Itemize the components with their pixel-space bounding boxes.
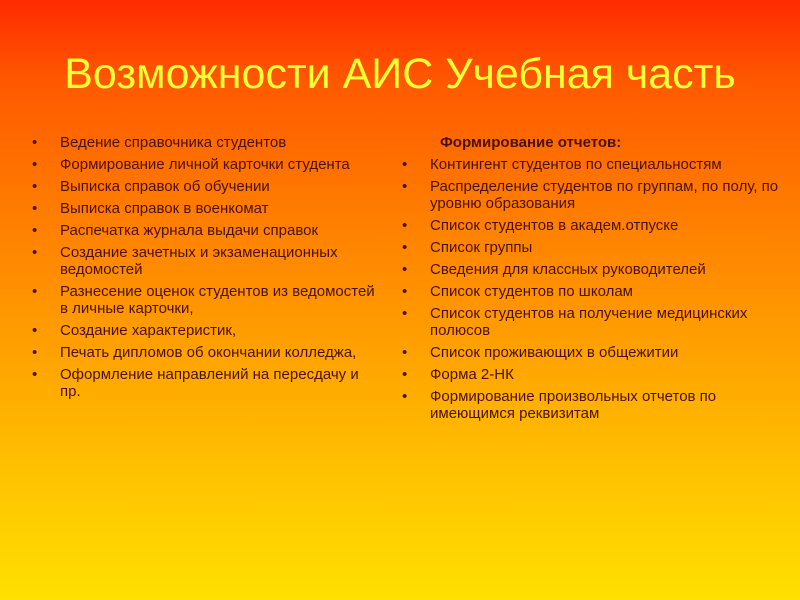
bullet: • (402, 388, 408, 405)
bullet: • (32, 283, 38, 300)
list-item (30, 366, 380, 400)
list-item (400, 261, 780, 278)
bullet: • (402, 283, 408, 300)
list-item (30, 178, 380, 195)
bullet: • (32, 156, 38, 173)
list-item (30, 222, 380, 239)
slide-title: Возможности АИС Учебная часть (64, 50, 736, 98)
list-item-text: Распределение студентов по группам, по полу, по уровню образования (430, 178, 779, 212)
right-column (400, 134, 780, 427)
list-item (30, 283, 380, 317)
list-item (30, 200, 380, 217)
list-item (400, 366, 780, 383)
list-item-text: Форма 2-НК (430, 366, 514, 383)
list-item (30, 244, 380, 278)
list-item (30, 344, 380, 361)
bullet: • (32, 134, 38, 151)
list-item (400, 305, 780, 339)
list-item-text: Разнесение оценок студентов из ведомостей в личные карточки, (60, 283, 375, 317)
bullet: • (402, 239, 408, 256)
reports-heading: Формирование отчетов: (440, 134, 622, 151)
bullet: • (32, 366, 38, 383)
list-item-text: Распечатка журнала выдачи справок (60, 222, 319, 239)
bullet: • (32, 344, 38, 361)
list-item (400, 283, 780, 300)
list-item-text: Печать дипломов об окончании колледжа, (60, 344, 357, 361)
list-item (400, 388, 780, 422)
list-item (400, 344, 780, 361)
bullet: • (402, 217, 408, 234)
list-item-text: Список студентов в академ.отпуске (430, 217, 679, 234)
list-item (400, 156, 780, 173)
bullet: • (402, 366, 408, 383)
bullet: • (402, 156, 408, 173)
list-item (30, 156, 380, 173)
list-item-text: Выписка справок в военкомат (60, 200, 269, 217)
list-item-text: Список студентов на получение медицинских полюсов (430, 305, 748, 339)
list-item-text: Ведение справочника студентов (60, 134, 287, 151)
list-item-text: Список группы (430, 239, 533, 256)
reports-list (400, 156, 780, 422)
bullet: • (32, 178, 38, 195)
list-item (400, 178, 780, 212)
list-item-text: Контингент студентов по специальностям (430, 156, 722, 173)
list-item-text: Выписка справок об обучении (60, 178, 270, 195)
bullet: • (402, 178, 408, 195)
list-item (400, 239, 780, 256)
list-item-text: Сведения для классных руководителей (430, 261, 706, 278)
list-item-text: Список студентов по школам (430, 283, 633, 300)
features-list (30, 134, 380, 400)
list-item-text: Формирование личной карточки студента (60, 156, 350, 173)
bullet: • (402, 261, 408, 278)
bullet: • (32, 244, 38, 261)
bullet: • (402, 344, 408, 361)
list-item (400, 217, 780, 234)
bullet: • (32, 222, 38, 239)
bullet: • (402, 305, 408, 322)
bullet: • (32, 322, 38, 339)
left-column (30, 134, 380, 405)
list-item-text: Список проживающих в общежитии (430, 344, 679, 361)
list-item (30, 322, 380, 339)
list-item-text: Формирование произвольных отчетов по имеющимся реквизитам (430, 388, 717, 422)
list-item (30, 134, 380, 151)
list-item-text: Оформление направлений на пересдачу и пр. (60, 366, 359, 400)
bullet: • (32, 200, 38, 217)
list-item-text: Создание зачетных и экзаменационных ведомостей (60, 244, 338, 278)
list-item-text: Создание характеристик, (60, 322, 237, 339)
